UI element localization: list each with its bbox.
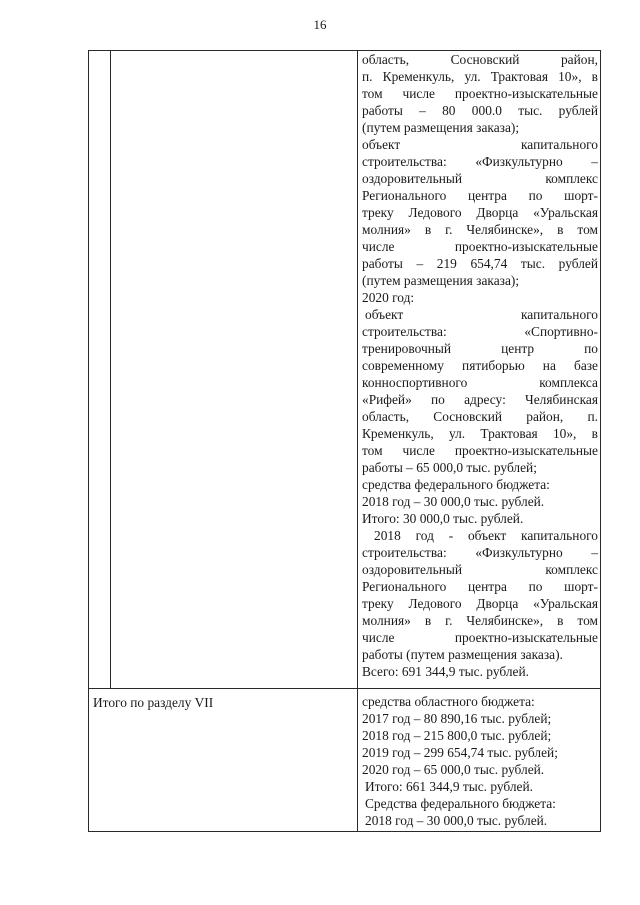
text-line: том числе проектно-изыскательные [362,86,598,101]
text-line: Средства федерального бюджета: [365,796,556,811]
text-line: строительства: «Спортивно- [362,324,598,339]
text-line: работы – 65 000,0 тыс. рублей; [362,460,537,475]
text-line: Регионального центра по шорт- [362,579,598,594]
text-line: конноспортивного комплекса [362,375,598,390]
text-line: 2020 год – 65 000,0 тыс. рублей. [362,762,545,777]
text-line: строительства: «Физкультурно – [362,545,598,560]
text-line: работы – 219 654,74 тыс. рублей [362,256,598,271]
text-line: (путем размещения заказа); [362,273,520,288]
text-line: 2018 год - объект капитального [374,528,598,543]
text-line: Итого: 30 000,0 тыс. рублей. [362,511,524,526]
text-line: числе проектно-изыскательные [362,630,598,645]
text-line: 2019 год – 299 654,74 тыс. рублей; [362,745,558,760]
text-line: 2017 год – 80 890,16 тыс. рублей; [362,711,552,726]
text-line: 2018 год – 30 000,0 тыс. рублей. [362,494,545,509]
text-line: молния» в г. Челябинске», в том [362,613,598,628]
text-line: числе проектно-изыскательные [362,239,598,254]
text-line: современному пятиборью на базе [362,358,598,373]
text-line: (путем размещения заказа); [362,120,520,135]
text-line: 2018 год – 30 000,0 тыс. рублей. [365,813,548,828]
text-line: область, Сосновский район, п. [362,409,598,424]
page-number: 16 [313,17,327,32]
table-left-border [88,50,89,832]
text-line: средства федерального бюджета: [362,477,550,492]
text-line: Кременкуль, ул. Трактовая 10», в [362,426,598,441]
text-line: работы (путем размещения заказа). [362,647,563,662]
text-line: треку Ледового Дворца «Уральская [362,596,598,611]
text-line: оздоровительный комплекс [362,171,598,186]
lower-row-text-cell [362,693,600,830]
text-line: тренировочный центр по [362,341,598,356]
text-line: 2018 год – 215 800,0 тыс. рублей; [362,728,552,743]
text-line: область, Сосновский район, [362,52,598,67]
text-line: треку Ледового Дворца «Уральская [362,205,598,220]
table-bottom-border [88,831,601,832]
column-divider [357,50,358,832]
text-line: Регионального центра по шорт- [362,188,598,203]
inner-column-divider [110,50,111,688]
text-line: молния» в г. Челябинске», в том [362,222,598,237]
text-line: 2020 год: [362,290,415,305]
text-line: объект капитального [362,137,598,152]
upper-row-text-cell [362,51,600,687]
section-total-label: Итого по разделу VII [93,695,214,710]
text-line: п. Кременкуль, ул. Трактовая 10», в [362,69,598,84]
row-divider [88,688,601,689]
text-line: оздоровительный комплекс [362,562,598,577]
text-line: том числе проектно-изыскательные [362,443,598,458]
text-line: Всего: 691 344,9 тыс. рублей. [362,664,529,679]
table-right-border [600,50,601,832]
text-line: строительства: «Физкультурно – [362,154,598,169]
text-line: «Рифей» по адресу: Челябинская [362,392,598,407]
text-line: объект капитального [365,307,598,322]
text-line: работы – 80 000.0 тыс. рублей [362,103,598,118]
text-line: средства областного бюджета: [362,694,535,709]
text-line: Итого: 661 344,9 тыс. рублей. [365,779,534,794]
